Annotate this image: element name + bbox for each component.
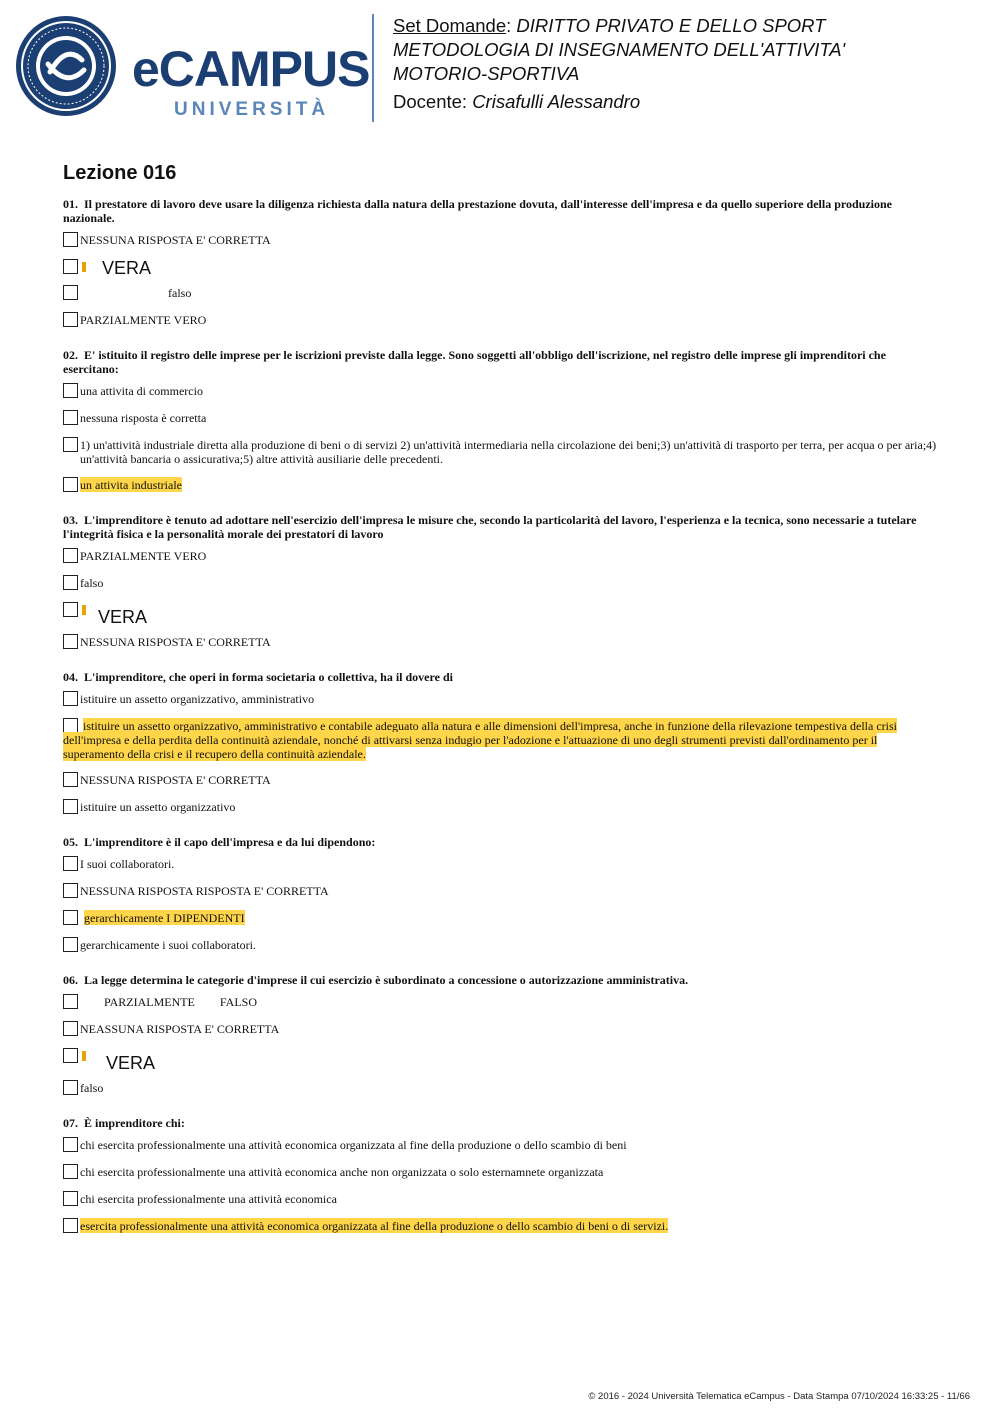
set-row: [393, 14, 983, 38]
answer-label: PARZIALMENTE VERO: [80, 549, 207, 563]
teacher-label: Docente:: [393, 91, 468, 112]
question-text: [63, 197, 940, 225]
answer-checkbox[interactable]: [63, 477, 78, 492]
answer-label-highlighted: esercita professionalmente una attività economica organizzata al fine della produzione o dello scambio di beni o di servizi.: [80, 1219, 669, 1233]
question-number: 04.: [63, 670, 78, 684]
answer-option-correct[interactable]: [63, 477, 940, 493]
answer-option[interactable]: [63, 1080, 940, 1096]
answer-label: NESSUNA RISPOSTA E' CORRETTA: [80, 635, 271, 649]
answer-label-highlighted: un attivita industriale: [80, 478, 182, 492]
answer-option[interactable]: [63, 1021, 940, 1037]
question-03: [63, 513, 940, 650]
answer-label: falso: [80, 576, 104, 590]
answer-option[interactable]: [63, 548, 940, 564]
answer-label: PARZIALMENTE VERO: [80, 313, 207, 327]
question-number: 01.: [63, 197, 78, 211]
answer-checkbox[interactable]: [63, 1191, 78, 1206]
question-body: L'imprenditore è tenuto ad adottare nell'esercizio dell'impresa le misure che, secondo la particolarità del lavoro, l'esperienza e la tecnica, sono necessarie a tutelare l'integrità fisica e la personalità morale dei prestatori di lavoro: [63, 513, 917, 541]
answer-label: NESSUNA RISPOSTA RISPOSTA E' CORRETTA: [80, 884, 329, 898]
teacher-row: [393, 90, 983, 114]
question-number: 02.: [63, 348, 78, 362]
question-05: [63, 835, 940, 953]
question-body: L'imprenditore, che operi in forma societaria o collettiva, ha il dovere di: [84, 670, 453, 684]
question-number: 03.: [63, 513, 78, 527]
answer-checkbox[interactable]: [63, 1048, 78, 1063]
answer-checkbox[interactable]: [63, 232, 78, 247]
question-02: [63, 348, 940, 493]
question-number: 05.: [63, 835, 78, 849]
answer-label: falso: [80, 1081, 104, 1095]
answer-checkbox[interactable]: [63, 312, 78, 327]
answer-label: chi esercita professionalmente una attività economica: [80, 1192, 337, 1206]
answer-checkbox[interactable]: [63, 548, 78, 563]
answer-option[interactable]: [63, 856, 940, 872]
answer-checkbox[interactable]: [63, 634, 78, 649]
answer-option[interactable]: [63, 883, 940, 899]
answer-checkbox[interactable]: [63, 437, 78, 452]
marker-icon: [82, 262, 86, 272]
answer-checkbox[interactable]: [63, 937, 78, 952]
answer-label: VERA: [98, 607, 148, 627]
header-divider: [372, 14, 374, 122]
question-body: L'imprenditore è il capo dell'impresa e da lui dipendono:: [84, 835, 376, 849]
teacher-name: Crisafulli Alessandro: [472, 91, 641, 112]
answer-checkbox[interactable]: [63, 1080, 78, 1095]
answer-option[interactable]: [63, 937, 940, 953]
question-07: [63, 1116, 940, 1234]
answer-label: VERA: [102, 258, 152, 278]
answer-checkbox[interactable]: [63, 1137, 78, 1152]
answer-label: VERA: [106, 1053, 156, 1073]
answer-label: istituire un assetto organizzativo, amministrativo: [80, 692, 315, 706]
answer-option[interactable]: [63, 1191, 940, 1207]
set-title-line2: METODOLOGIA DI INSEGNAMENTO DELL'ATTIVITA': [393, 39, 846, 60]
answer-label: falso: [168, 286, 192, 300]
answer-option[interactable]: [63, 437, 940, 466]
question-text: [63, 835, 940, 849]
answer-option[interactable]: [63, 1137, 940, 1153]
marker-icon: [82, 1051, 86, 1061]
answer-option[interactable]: [63, 994, 940, 1010]
answer-option[interactable]: [63, 1048, 940, 1072]
answer-option-correct[interactable]: [63, 1218, 940, 1234]
answer-label: 1) un'attività industriale diretta alla produzione di beni o di servizi 2) un'attività intermediaria nella circolazione dei beni;3) un'attività di trasporto per terra, per acqua o per aria;4) un'attività bancaria o assicurativa;5) altre attività ausiliarie delle precedenti.: [80, 438, 937, 466]
question-list: [63, 197, 940, 1254]
question-04: [63, 670, 940, 815]
answer-checkbox[interactable]: [63, 575, 78, 590]
answer-checkbox[interactable]: [63, 856, 78, 871]
university-seal-icon: [14, 14, 118, 118]
question-body: È imprenditore chi:: [84, 1116, 185, 1130]
answer-option-correct[interactable]: [63, 910, 940, 926]
question-text: [63, 973, 940, 987]
ecampus-logo: [14, 14, 370, 124]
answer-label-highlighted: istituire un assetto organizzativo, amministrativo e contabile adeguato alla natura e alle dimensioni dell'impresa, anche in funzione della rilevazione tempestiva della crisi dell'impresa e della perdita della continuità aziendale, nonché di attivarsi senza indugio per l'adozione e l'attuazione di uno degli strumenti previsti dall'ordinamento per il superamento della crisi e il recupero della continuità aziendale.: [63, 719, 897, 761]
answer-label: PARZIALMENTE FALSO: [104, 995, 258, 1009]
question-body: E' istituito il registro delle imprese per le iscrizioni previste dalla legge. Sono soggetti all'obbligo dell'iscrizione, nel registro delle imprese gli imprenditori che esercitano:: [63, 348, 886, 376]
answer-option[interactable]: [63, 410, 940, 426]
question-body: Il prestatore di lavoro deve usare la diligenza richiesta dalla natura della prestazione dovuta, dall'interesse dell'impresa e da quello superiore della produzione nazionale.: [63, 197, 893, 225]
answer-label: istituire un assetto organizzativo: [80, 800, 236, 814]
answer-checkbox[interactable]: [63, 1164, 78, 1179]
question-number: 06.: [63, 973, 78, 987]
answer-label: una attivita di commercio: [80, 384, 203, 398]
answer-checkbox[interactable]: [63, 1021, 78, 1036]
answer-checkbox[interactable]: [63, 410, 78, 425]
answer-checkbox[interactable]: [63, 602, 78, 617]
header-info: [393, 14, 983, 114]
answer-checkbox[interactable]: [63, 772, 78, 787]
answer-checkbox[interactable]: [63, 259, 78, 274]
question-06: [63, 973, 940, 1096]
question-body: La legge determina le categorie d'imprese il cui esercizio è subordinato a concessione o autorizzazione amministrativa.: [84, 973, 689, 987]
answer-label-highlighted: gerarchicamente I DIPENDENTI: [84, 911, 245, 925]
set-colon: :: [506, 15, 517, 36]
answer-checkbox[interactable]: [63, 383, 78, 398]
answer-option[interactable]: [63, 575, 940, 591]
answer-checkbox[interactable]: [63, 910, 78, 925]
answer-option[interactable]: [63, 285, 940, 301]
logo-wordmark: eCAMPUS: [132, 41, 370, 97]
set-title-line1: DIRITTO PRIVATO E DELLO SPORT: [516, 15, 826, 36]
answer-checkbox[interactable]: [63, 1218, 78, 1233]
answer-option[interactable]: [63, 383, 940, 399]
answer-checkbox[interactable]: [63, 799, 78, 814]
answer-checkbox[interactable]: [63, 285, 78, 300]
question-01: [63, 197, 940, 328]
answer-label: I suoi collaboratori.: [80, 857, 175, 871]
page-header: [0, 0, 1000, 140]
answer-label: chi esercita professionalmente una attività economica anche non organizzata o solo esternamnete organizzata: [80, 1165, 604, 1179]
question-text: [63, 670, 940, 684]
page-footer: © 2016 - 2024 Università Telematica eCampus - Data Stampa 07/10/2024 16:33:25 - 11/66: [588, 1391, 970, 1402]
question-text: [63, 513, 940, 541]
set-title-line3: MOTORIO-SPORTIVA: [393, 63, 580, 84]
question-text: [63, 1116, 940, 1130]
question-number: 07.: [63, 1116, 78, 1130]
answer-label: NEASSUNA RISPOSTA E' CORRETTA: [80, 1022, 280, 1036]
answer-option[interactable]: [63, 259, 940, 277]
answer-label: NESSUNA RISPOSTA E' CORRETTA: [80, 233, 271, 247]
answer-label: nessuna risposta è corretta: [80, 411, 207, 425]
answer-option-correct[interactable]: [63, 718, 940, 761]
answer-option[interactable]: [63, 634, 940, 650]
answer-option[interactable]: [63, 312, 940, 328]
answer-checkbox[interactable]: [63, 691, 78, 706]
question-text: [63, 348, 940, 376]
set-label: Set Domande: [393, 15, 507, 36]
answer-option[interactable]: [63, 691, 940, 707]
answer-label: chi esercita professionalmente una attività economica organizzata al fine della produzione o dello scambio di beni: [80, 1138, 627, 1152]
answer-option[interactable]: [63, 1164, 940, 1180]
answer-option[interactable]: [63, 602, 940, 626]
answer-option[interactable]: [63, 772, 940, 788]
answer-checkbox[interactable]: [63, 883, 78, 898]
answer-option[interactable]: [63, 232, 940, 248]
answer-option[interactable]: [63, 799, 940, 815]
answer-checkbox[interactable]: [63, 994, 78, 1009]
answer-label: gerarchicamente i suoi collaboratori.: [80, 938, 256, 952]
answer-label: NESSUNA RISPOSTA E' CORRETTA: [80, 773, 271, 787]
lesson-title: Lezione 016: [63, 162, 177, 184]
logo-subtitle: UNIVERSITÀ: [174, 99, 330, 120]
answer-checkbox[interactable]: [63, 718, 78, 733]
marker-icon: [82, 605, 86, 615]
